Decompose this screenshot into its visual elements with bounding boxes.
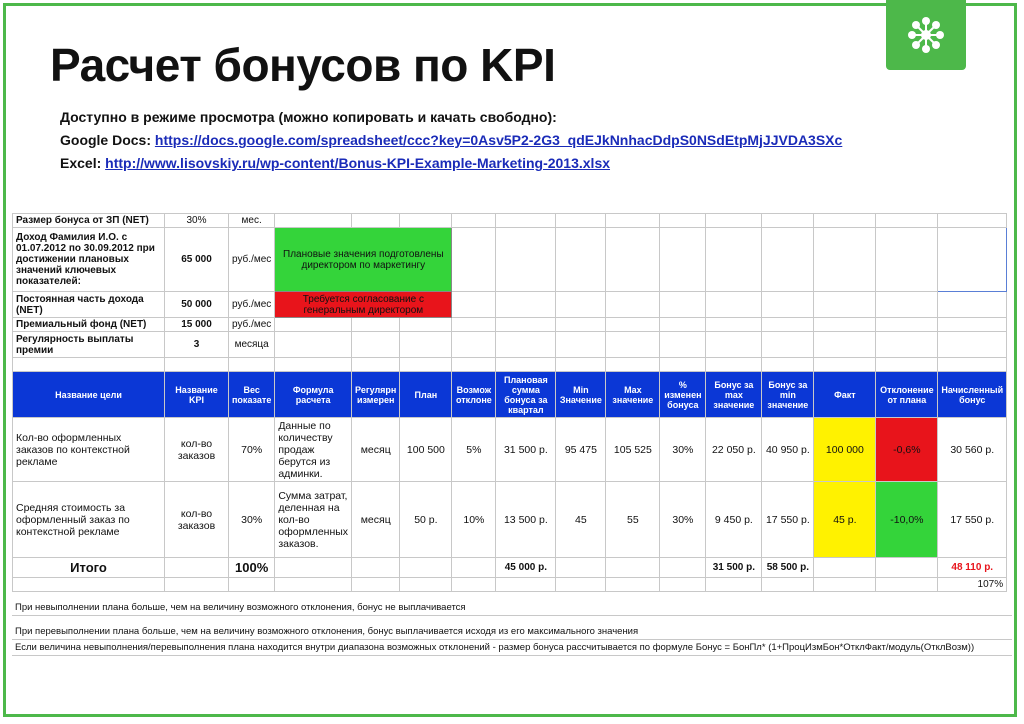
bonus-cell: 30 560 р. (938, 418, 1007, 482)
column-header: Факт (814, 372, 876, 418)
column-header: Формула расчета (275, 372, 352, 418)
bmin-cell: 17 550 р. (762, 482, 814, 558)
weight-cell: 30% (229, 482, 275, 558)
goal-cell: Кол-во оформленных заказов по контекстной рекламе (13, 418, 165, 482)
param-unit: руб./мес (229, 228, 275, 292)
sum-cell: 31 500 р. (496, 418, 556, 482)
fact-cell: 100 000 (814, 418, 876, 482)
column-header: План (400, 372, 452, 418)
formula-cell: Сумма затрат, деленная на кол-во оформленных заказов. (275, 482, 352, 558)
pct-cell: 30% (660, 482, 706, 558)
period-cell: месяц (352, 482, 400, 558)
sum-cell: 13 500 р. (496, 482, 556, 558)
fact-cell: 45 р. (814, 482, 876, 558)
param-label: Размер бонуса от ЗП (NET) (13, 214, 165, 228)
column-header: Отклонение от плана (876, 372, 938, 418)
pct-cell: 30% (660, 418, 706, 482)
param-unit: мес. (229, 214, 275, 228)
gdocs-label: Google Docs: (60, 132, 152, 148)
period-cell: месяц (352, 418, 400, 482)
deviation-cell: -0,6% (876, 418, 938, 482)
formula-cell: Данные по количеству продаж берутся из админки. (275, 418, 352, 482)
snowflake-icon (904, 13, 948, 57)
total-bonus: 48 110 р. (938, 558, 1007, 578)
max-cell: 105 525 (606, 418, 660, 482)
info-line: Доступно в режиме просмотра (можно копировать и качать свободно): (60, 109, 557, 125)
column-header: Бонус за min значение (762, 372, 814, 418)
bmax-cell: 9 450 р. (706, 482, 762, 558)
column-header: Max значение (606, 372, 660, 418)
bmin-cell: 40 950 р. (762, 418, 814, 482)
total-sum: 45 000 р. (496, 558, 556, 578)
column-header: Min Значение (556, 372, 606, 418)
info-block (60, 106, 842, 175)
column-header: Название цели (13, 372, 165, 418)
deviation-cell: -10,0% (876, 482, 938, 558)
total-bmax: 31 500 р. (706, 558, 762, 578)
total-row (13, 558, 1007, 578)
column-header: Возмож отклоне (452, 372, 496, 418)
dev-cell: 10% (452, 482, 496, 558)
column-header: Бонус за max значение (706, 372, 762, 418)
goal-cell: Средняя стоимость за оформленный заказ по контекстной рекламе (13, 482, 165, 558)
param-value: 3 (165, 332, 229, 358)
column-header: Вес показате (229, 372, 275, 418)
total-label: Итого (13, 558, 165, 578)
excel-label: Excel: (60, 155, 102, 171)
max-cell: 55 (606, 482, 660, 558)
excel-link[interactable]: http://www.lisovskiy.ru/wp-content/Bonus-KPI-Example-Marketing-2013.xlsx (105, 155, 611, 171)
plan-cell: 50 р. (400, 482, 452, 558)
column-header: Плановая сумма бонуса за квартал (496, 372, 556, 418)
bmax-cell: 22 050 р. (706, 418, 762, 482)
param-unit: руб./мес (229, 318, 275, 332)
param-value: 15 000 (165, 318, 229, 332)
min-cell: 45 (556, 482, 606, 558)
total-bmin: 58 500 р. (762, 558, 814, 578)
column-header: % изменен бонуса (660, 372, 706, 418)
note-line: При невыполнении плана больше, чем на величину возможного отклонения, бонус не выплачивается (12, 600, 1012, 616)
column-header: Название KPI (165, 372, 229, 418)
bonus-cell: 17 550 р. (938, 482, 1007, 558)
selected-cell[interactable] (938, 228, 1007, 292)
total-percent: 107% (938, 578, 1007, 592)
kpi-table (12, 213, 1007, 592)
param-value: 50 000 (165, 292, 229, 318)
param-unit: месяца (229, 332, 275, 358)
notes-block (12, 600, 1012, 656)
weight-cell: 70% (229, 418, 275, 482)
table-row (13, 482, 1007, 558)
param-unit: руб./мес (229, 292, 275, 318)
green-note: Плановые значения подготовлены директором по маркетингу (275, 228, 452, 292)
logo (886, 0, 966, 70)
param-label: Регулярность выплаты премии (13, 332, 165, 358)
kpi-cell: кол-во заказов (165, 418, 229, 482)
param-label: Постоянная часть дохода (NET) (13, 292, 165, 318)
column-header: Регулярн измерен (352, 372, 400, 418)
note-line: Если величина невыполнения/перевыполнения плана находится внутри диапазона возможных отклонений - размер бонуса рассчитывается по формуле Бонус = БонПл* (1+ПроцИзмБон*ОтклФакт/модуль(ОтклВозм)) (12, 640, 1012, 656)
total-weight: 100% (229, 558, 275, 578)
plan-cell: 100 500 (400, 418, 452, 482)
gdocs-link[interactable]: https://docs.google.com/spreadsheet/ccc?key=0Asv5P2-2G3_qdEJkNnhacDdpS0NSdEtpMjJJVDA3SXc (154, 132, 843, 148)
kpi-cell: кол-во заказов (165, 482, 229, 558)
spreadsheet (12, 213, 1012, 603)
param-label: Доход Фамилия И.О. с 01.07.2012 по 30.09.2012 при достижении плановых значений ключевых показателей: (13, 228, 165, 292)
note-line: При перевыполнении плана больше, чем на величину возможного отклонения, бонус выплачивается исходя из его максимального значения (12, 624, 1012, 640)
red-note: Требуется согласование с генеральным директором (275, 292, 452, 318)
param-value: 30% (165, 214, 229, 228)
column-header: Начисленный бонус (938, 372, 1007, 418)
dev-cell: 5% (452, 418, 496, 482)
table-row (13, 418, 1007, 482)
min-cell: 95 475 (556, 418, 606, 482)
page-title: Расчет бонусов по KPI (50, 39, 556, 91)
param-label: Премиальный фонд (NET) (13, 318, 165, 332)
param-value: 65 000 (165, 228, 229, 292)
